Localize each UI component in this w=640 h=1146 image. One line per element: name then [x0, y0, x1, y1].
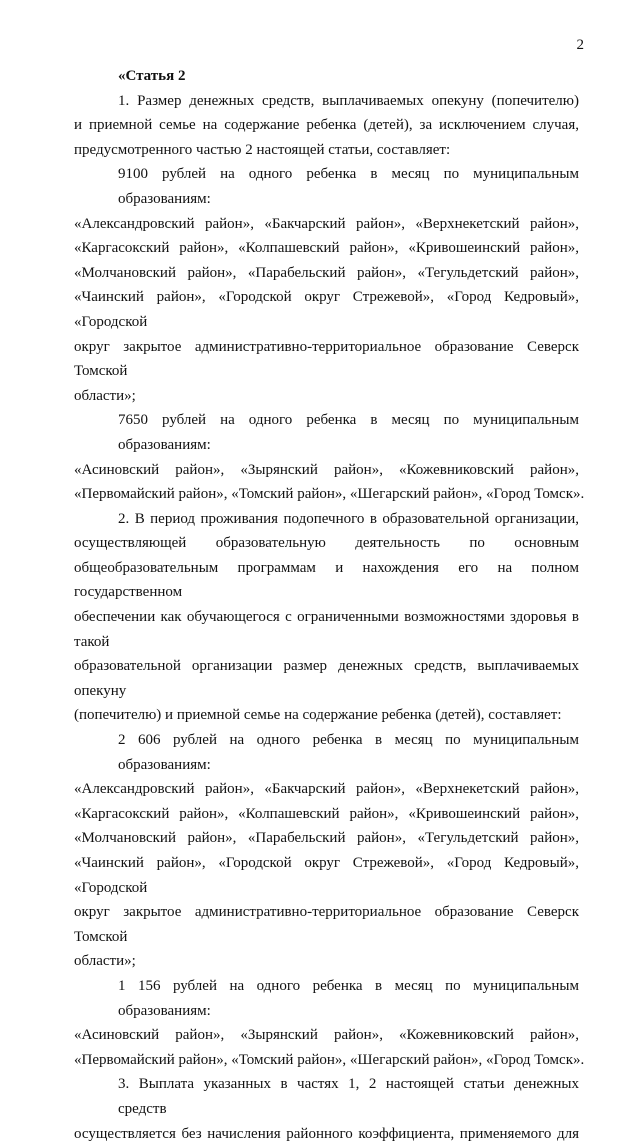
page-number: 2	[576, 37, 584, 53]
text-line: 9100 рублей на одного ребенка в месяц по муниципальным образованиям:	[118, 166, 579, 207]
article-heading: «Статья 2	[118, 68, 186, 84]
text-line: общеобразовательным программам и нахождения его на полном государственном	[74, 559, 579, 601]
text-line: 2. В период проживания подопечного в образовательной организации,	[118, 510, 579, 527]
text-line: 1 156 рублей на одного ребенка в месяц по муниципальным образованиям:	[118, 977, 579, 1019]
text-line: области»;	[74, 387, 136, 404]
text-line: «Каргасокский район», «Колпашевский район», «Кривошеинский район»,	[74, 240, 579, 257]
text-line: «Асиновский район», «Зырянский район», «Кожевниковский район»,	[74, 1027, 579, 1044]
text-line: образовательной организации размер денежных средств, выплачиваемых опекуну	[74, 658, 579, 699]
text-line: (попечителю) и приемной семье на содержание ребенка (детей), составляет:	[74, 707, 562, 724]
text-line: предусмотренного частью 2 настоящей статьи, составляет:	[74, 141, 451, 158]
text-line: 2 606 рублей на одного ребенка в месяц по муниципальным образованиям:	[118, 732, 579, 773]
text-line: осуществляющей образовательную деятельность по основным	[74, 535, 579, 552]
article-lines	[74, 89, 585, 1146]
text-line: «Чаинский район», «Городской округ Стрежевой», «Город Кедровый», «Городской	[74, 289, 579, 330]
text-line: области»;	[74, 953, 136, 970]
text-line: 7650 рублей на одного ребенка в месяц по муниципальным образованиям:	[118, 412, 579, 453]
text-line: «Александровский район», «Бакчарский район», «Верхнекетский район»,	[74, 781, 579, 798]
text-line: «Асиновский район», «Зырянский район», «Кожевниковский район»,	[74, 461, 579, 478]
text-line: «Каргасокский район», «Колпашевский район», «Кривошеинский район»,	[74, 805, 579, 822]
text-line: округ закрытое административно-территориальное образование Северск Томской	[74, 338, 579, 380]
text-line: «Чаинский район», «Городской округ Стрежевой», «Город Кедровый», «Городской	[74, 855, 579, 896]
text-line: «Первомайский район», «Томский район», «Шегарский район», «Город Томск».	[74, 486, 585, 503]
article-body	[74, 64, 585, 1146]
text-line: округ закрытое административно-территориальное образование Северск Томской	[74, 904, 579, 945]
text-line: «Первомайский район», «Томский район», «Шегарский район», «Город Томск».	[74, 1051, 585, 1068]
text-line: 1. Размер денежных средств, выплачиваемых опекуну (попечителю)	[118, 92, 579, 109]
text-line: 3. Выплата указанных в частях 1, 2 настоящей статьи денежных средств	[118, 1076, 579, 1117]
text-line: обеспечении как обучающегося с ограниченными возможностями здоровья в такой	[74, 609, 579, 650]
text-line: осуществляется без начисления районного коэффициента, применяемого для	[74, 1125, 579, 1142]
text-line: и приемной семье на содержание ребенка (детей), за исключением случая,	[74, 117, 579, 134]
text-line: «Молчановский район», «Парабельский район», «Тегульдетский район»,	[74, 264, 579, 281]
text-line: «Александровский район», «Бакчарский район», «Верхнекетский район»,	[74, 215, 579, 232]
text-line: «Молчановский район», «Парабельский район», «Тегульдетский район»,	[74, 830, 579, 847]
